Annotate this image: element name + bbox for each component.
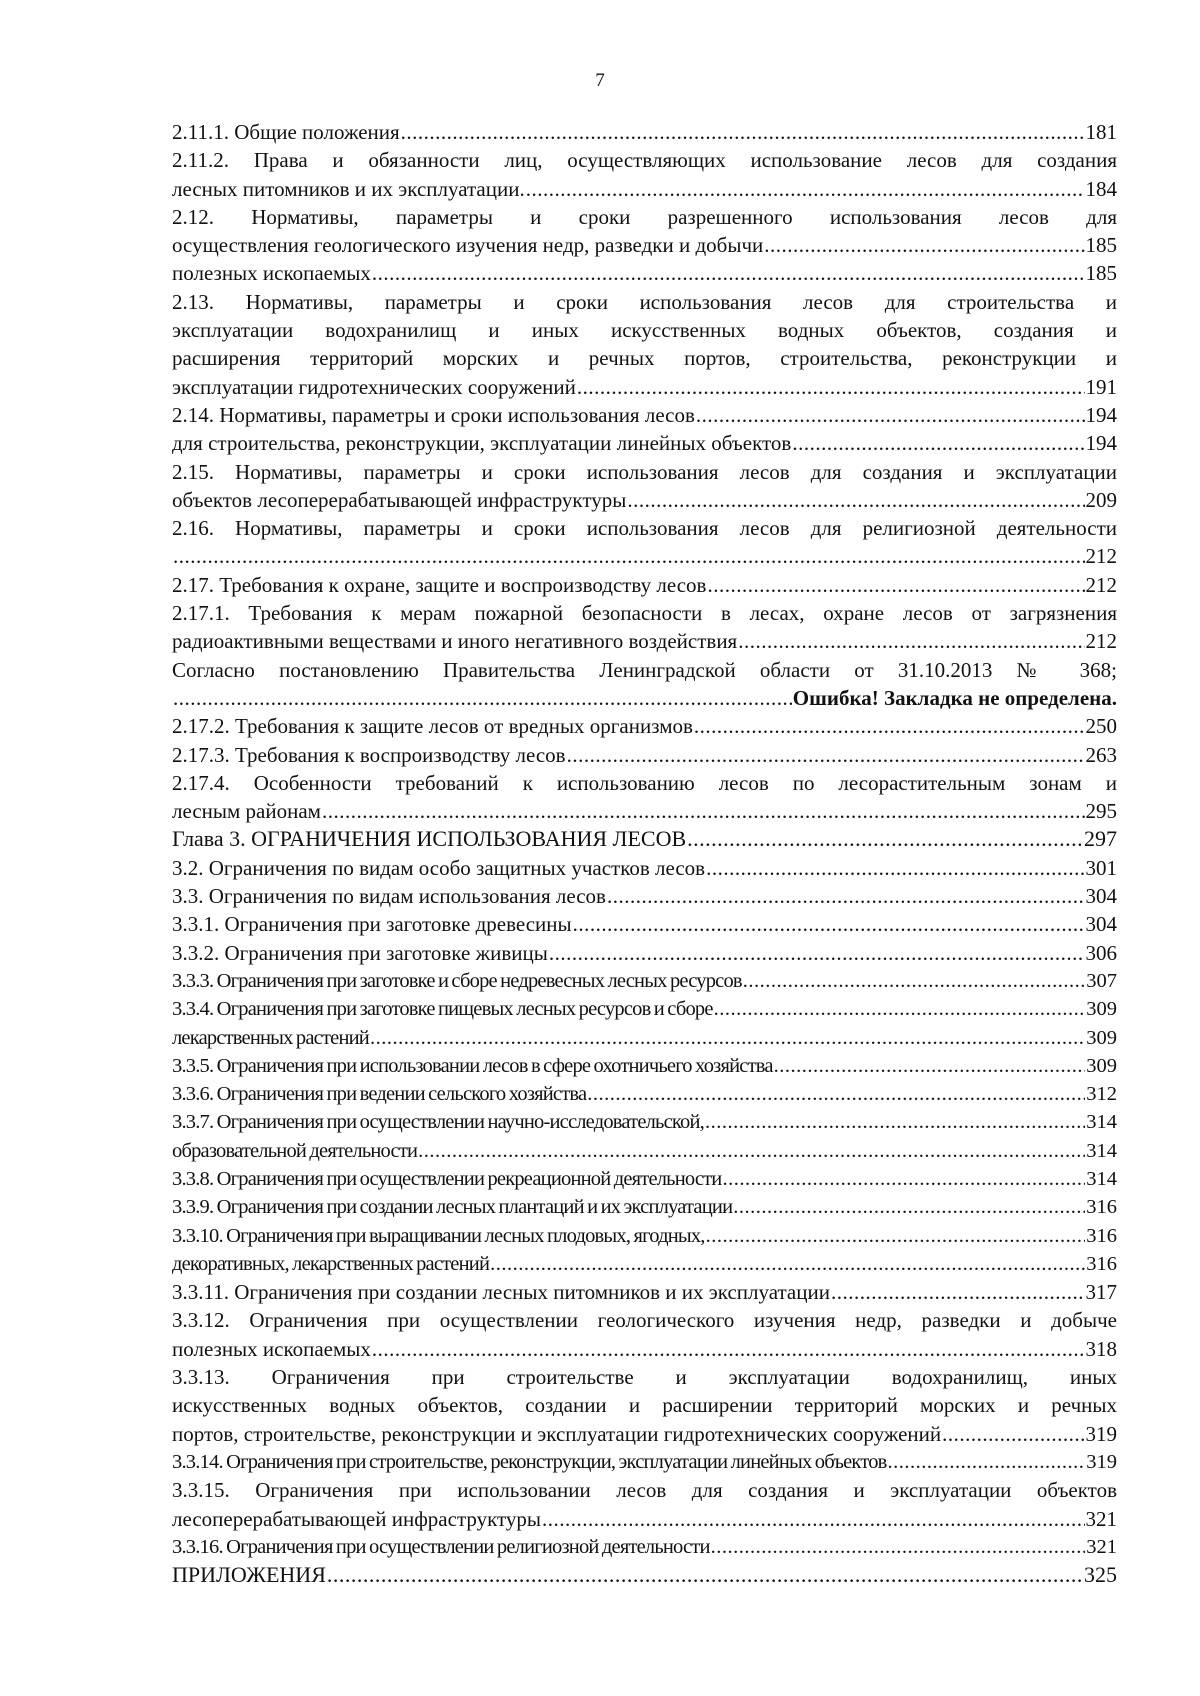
toc-entry-title: 2.17.1. Требования к мерам пожарной безопасности в лесах, охране лесов от загрязнения bbox=[172, 601, 1117, 626]
toc-entry[interactable] bbox=[172, 910, 1117, 938]
toc-entry-title: 3.3. Ограничения по видам использования лесов bbox=[172, 884, 606, 909]
toc-page-number: 297 bbox=[1084, 826, 1117, 852]
toc-page-number: 312 bbox=[1086, 1083, 1117, 1106]
toc-entry[interactable] bbox=[172, 458, 1117, 515]
toc-entry[interactable] bbox=[172, 1193, 1117, 1221]
toc-page-number: 316 bbox=[1086, 1252, 1117, 1275]
toc-page-number: 181 bbox=[1085, 120, 1117, 144]
toc-entry-title: 2.11.1. Общие положения bbox=[172, 120, 400, 144]
toc-entry[interactable] bbox=[172, 712, 1117, 740]
toc-page-number: 306 bbox=[1085, 940, 1117, 965]
toc-entry-title: радиоактивными веществами и иного негативного воздействия bbox=[172, 629, 738, 654]
toc-entry-title: 3.3.1. Ограничения при заготовке древесины bbox=[172, 912, 572, 937]
toc-page-number: 319 bbox=[1085, 1421, 1117, 1446]
toc-entry[interactable] bbox=[172, 1448, 1117, 1476]
toc-page-number: 301 bbox=[1085, 855, 1117, 880]
toc-page-number: 316 bbox=[1086, 1196, 1117, 1219]
toc-entry[interactable] bbox=[172, 514, 1117, 571]
toc-entry-title: лесных питомников и их эксплуатации. bbox=[172, 176, 525, 201]
toc-page-number: 263 bbox=[1085, 742, 1117, 767]
toc-page-number: 185 bbox=[1085, 233, 1117, 258]
toc-entry-title: 3.3.4. Ограничения при заготовке пищевых лесных ресурсов и сборе bbox=[172, 998, 713, 1021]
toc-entry[interactable] bbox=[172, 939, 1117, 967]
toc-entry[interactable] bbox=[172, 599, 1117, 656]
toc-entry-title: 3.3.5. Ограничения при использовании лесов в сфере охотничьего хозяйства bbox=[172, 1054, 773, 1077]
toc-entry-title: 3.3.16. Ограничения при осуществлении религиозной деятельности bbox=[172, 1535, 710, 1558]
toc-entry[interactable] bbox=[172, 1222, 1117, 1250]
toc-page-number: 304 bbox=[1085, 884, 1117, 909]
toc-entry-title: расширения территорий морских и речных портов, строительства, реконструкции и bbox=[172, 346, 1117, 371]
toc-page-number: 295 bbox=[1085, 799, 1117, 824]
toc-entry-title: 3.3.15. Ограничения при использовании лесов для создания и эксплуатации объектов bbox=[172, 1478, 1117, 1503]
toc-entry-title: полезных ископаемых bbox=[172, 261, 371, 286]
toc-entry-title: 3.3.14. Ограничения при строительстве, реконструкции, эксплуатации линейных объектов bbox=[172, 1450, 887, 1473]
toc-page-number: 309 bbox=[1086, 998, 1117, 1021]
toc-page-number: 250 bbox=[1085, 714, 1117, 739]
toc-error-message: Ошибка! Закладка не определена. bbox=[792, 685, 1117, 710]
toc-entry-title: 3.3.3. Ограничения при заготовке и сборе недревесных лесных ресурсов bbox=[172, 969, 742, 992]
toc-entry[interactable] bbox=[172, 1137, 1117, 1165]
toc-page-number: 212 bbox=[1085, 544, 1117, 569]
toc-entry[interactable] bbox=[172, 1080, 1117, 1108]
toc-entry-title: 2.12. Нормативы, параметры и сроки разрешенного использования лесов для bbox=[172, 204, 1117, 229]
page-number: 7 bbox=[595, 70, 605, 91]
toc-entry-title: 2.13. Нормативы, параметры и сроки использования лесов для строительства и bbox=[172, 289, 1117, 314]
toc-page-number: 212 bbox=[1085, 629, 1117, 654]
toc-entry[interactable] bbox=[172, 146, 1117, 203]
toc-entry[interactable] bbox=[172, 1052, 1117, 1080]
toc-entry-title: 3.3.2. Ограничения при заготовке живицы bbox=[172, 940, 548, 965]
toc-entry[interactable] bbox=[172, 769, 1117, 826]
toc-entry-title: лесоперерабатывающей инфраструктуры bbox=[172, 1506, 542, 1531]
toc-entry-title: Глава 3. ОГРАНИЧЕНИЯ ИСПОЛЬЗОВАНИЯ ЛЕСОВ bbox=[172, 826, 687, 852]
toc-entry[interactable] bbox=[172, 571, 1117, 599]
toc-entry[interactable] bbox=[172, 656, 1117, 713]
toc-page-number: 194 bbox=[1085, 431, 1117, 456]
toc-page-number: 325 bbox=[1084, 1562, 1117, 1588]
toc-entry-title: 2.15. Нормативы, параметры и сроки использования лесов для создания и эксплуатации bbox=[172, 459, 1117, 484]
toc-page-number: 314 bbox=[1086, 1111, 1117, 1134]
toc-page-number: 212 bbox=[1085, 572, 1117, 597]
toc-entry-title: 2.17.3. Требования к воспроизводству лесов bbox=[172, 742, 566, 767]
toc-entry[interactable] bbox=[172, 882, 1117, 910]
toc-entry-title: осуществления геологического изучения недр, разведки и добычи bbox=[172, 233, 764, 258]
toc-entry[interactable] bbox=[172, 825, 1117, 853]
toc-page-number: 184 bbox=[1085, 176, 1117, 201]
toc-page-number: 309 bbox=[1086, 1026, 1117, 1049]
toc-entry-title: лесным районам bbox=[172, 799, 321, 824]
toc-entry[interactable] bbox=[172, 1278, 1117, 1306]
toc-entry[interactable] bbox=[172, 1250, 1117, 1278]
toc-entry[interactable] bbox=[172, 995, 1117, 1023]
toc-entry-title: декоративных, лекарственных растений bbox=[172, 1252, 490, 1275]
toc-entry-title: лекарственных растений bbox=[172, 1026, 369, 1049]
toc-entry[interactable] bbox=[172, 1306, 1117, 1363]
toc-entry-title: полезных ископаемых bbox=[172, 1336, 371, 1361]
toc-entry[interactable] bbox=[172, 1108, 1117, 1136]
toc-page-number: 304 bbox=[1085, 912, 1117, 937]
toc-page-number: 314 bbox=[1086, 1139, 1117, 1162]
toc-entry-title: 3.3.12. Ограничения при осуществлении геологического изучения недр, разведки и добыче bbox=[172, 1308, 1117, 1333]
toc-entry-title: искусственных водных объектов, создании и расширении территорий морских и речных bbox=[172, 1393, 1117, 1418]
toc-page-number: 194 bbox=[1085, 402, 1117, 427]
toc-entry-title: 3.3.6. Ограничения при ведении сельского хозяйства bbox=[172, 1083, 587, 1106]
toc-entry[interactable] bbox=[172, 288, 1117, 401]
toc-entry[interactable] bbox=[172, 401, 1117, 429]
table-of-contents bbox=[172, 118, 1117, 1589]
toc-entry-title: 3.3.10. Ограничения при выращивании лесных плодовых, ягодных, bbox=[172, 1224, 705, 1247]
toc-entry-title: образовательной деятельности bbox=[172, 1139, 418, 1162]
toc-page-number: 185 bbox=[1085, 261, 1117, 286]
toc-page-number: 321 bbox=[1086, 1535, 1117, 1558]
toc-entry-title: 2.16. Нормативы, параметры и сроки использования лесов для религиозной деятельности bbox=[172, 516, 1117, 541]
toc-page-number: 319 bbox=[1086, 1450, 1117, 1473]
toc-entry-title: 3.3.11. Ограничения при создании лесных питомников и их эксплуатации bbox=[172, 1280, 830, 1305]
toc-entry-title: 2.17.2. Требования к защите лесов от вредных организмов bbox=[172, 714, 693, 739]
toc-page-number: 209 bbox=[1085, 487, 1117, 512]
toc-entry[interactable] bbox=[172, 1561, 1117, 1589]
toc-page-number: 307 bbox=[1086, 969, 1117, 992]
toc-entry-title: для строительства, реконструкции, эксплуатации линейных объектов bbox=[172, 431, 792, 456]
toc-page-number: 309 bbox=[1086, 1054, 1117, 1077]
toc-page-number: 316 bbox=[1086, 1224, 1117, 1247]
toc-entry[interactable] bbox=[172, 429, 1117, 457]
toc-entry-title: ПРИЛОЖЕНИЯ bbox=[172, 1562, 326, 1588]
toc-entry[interactable] bbox=[172, 1476, 1117, 1533]
toc-page-number: 321 bbox=[1085, 1506, 1117, 1531]
toc-entry-title: 3.3.7. Ограничения при осуществлении научно-исследовательской, bbox=[172, 1111, 704, 1134]
toc-entry-title: 2.17. Требования к охране, защите и воспроизводству лесов bbox=[172, 572, 707, 597]
toc-entry-title: 3.3.9. Ограничения при создании лесных плантаций и их эксплуатации bbox=[172, 1196, 733, 1219]
toc-entry[interactable] bbox=[172, 1533, 1117, 1561]
toc-entry-title: 2.17.4. Особенности требований к использованию лесов по лесорастительным зонам и bbox=[172, 770, 1117, 795]
toc-entry[interactable] bbox=[172, 1363, 1117, 1448]
toc-entry[interactable] bbox=[172, 967, 1117, 995]
toc-entry[interactable] bbox=[172, 259, 1117, 287]
toc-entry[interactable] bbox=[172, 1165, 1117, 1193]
toc-entry[interactable] bbox=[172, 203, 1117, 260]
toc-page-number: 314 bbox=[1086, 1167, 1117, 1190]
toc-page-number: 191 bbox=[1085, 374, 1117, 399]
toc-entry[interactable] bbox=[172, 1024, 1117, 1052]
toc-entry-title: 3.3.8. Ограничения при осуществлении рекреационной деятельности bbox=[172, 1167, 722, 1190]
toc-entry-title: объектов лесоперерабатывающей инфраструктуры bbox=[172, 487, 627, 512]
toc-entry[interactable] bbox=[172, 118, 1117, 146]
toc-entry-title: 3.2. Ограничения по видам особо защитных участков лесов bbox=[172, 855, 706, 880]
toc-entry-title: Согласно постановлению Правительства Ленинградской области от 31.10.2013 № 368; bbox=[172, 657, 1117, 682]
toc-entry-title: эксплуатации гидротехнических сооружений bbox=[172, 374, 576, 399]
toc-entry-title: 3.3.13. Ограничения при строительстве и эксплуатации водохранилищ, иных bbox=[172, 1365, 1117, 1390]
toc-entry-title: эксплуатации водохранилищ и иных искусственных водных объектов, создания и bbox=[172, 318, 1117, 343]
toc-entry-title: 2.14. Нормативы, параметры и сроки использования лесов bbox=[172, 402, 695, 427]
toc-page-number: 318 bbox=[1085, 1336, 1117, 1361]
toc-entry[interactable] bbox=[172, 741, 1117, 769]
toc-entry[interactable] bbox=[172, 854, 1117, 882]
toc-entry-title: портов, строительстве, реконструкции и эксплуатации гидротехнических сооружений bbox=[172, 1421, 942, 1446]
toc-entry-title: 2.11.2. Права и обязанности лиц, осуществляющих использование лесов для создания bbox=[172, 148, 1117, 173]
toc-page-number: 317 bbox=[1085, 1280, 1117, 1305]
